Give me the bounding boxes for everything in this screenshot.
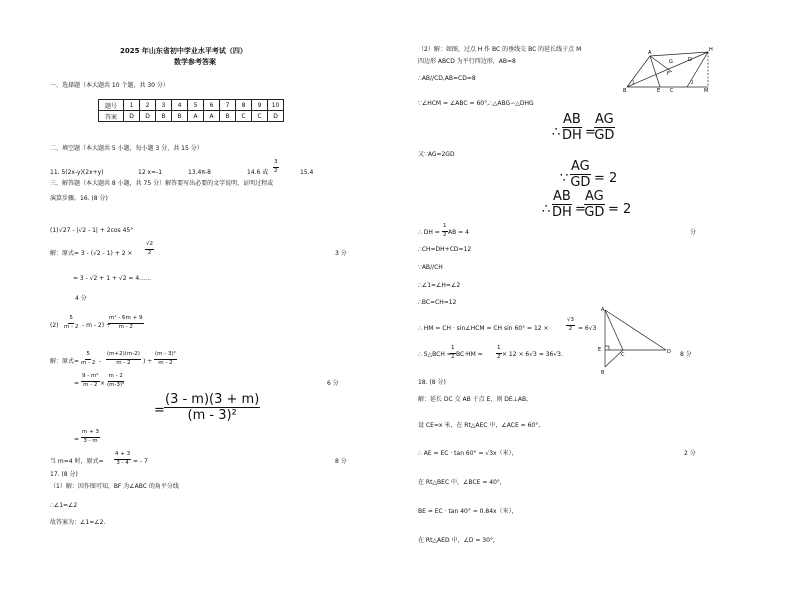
fraction-denominator: m - 2 (64, 323, 79, 330)
q16-solution2-equals-2: = (74, 436, 80, 443)
table-cell: A (204, 111, 220, 122)
q17-part2-line6: ∴ DH = (418, 229, 440, 236)
fraction-denominator: 2 (497, 353, 501, 360)
fraction-numerator: m + 3 (81, 430, 100, 438)
q17-heading: 17. (8 分) (50, 471, 78, 478)
ratio-equals: = (585, 125, 596, 140)
q17-part2-line12: ∴ S△BCH = (418, 351, 452, 358)
table-cell: B (156, 111, 172, 122)
score-label: 分 (690, 229, 697, 236)
q16-solution2-equals: = (74, 380, 80, 387)
fraction-denominator: m - 2 (158, 359, 173, 366)
table-cell: 6 (204, 100, 220, 111)
q18-line6: 在 Rt△AED 中，∠D = 30°, (418, 537, 495, 544)
q17-line3: 故答案为：∠1=∠2. (50, 519, 106, 526)
fraction-numerator: m² - 6m + 9 (108, 316, 144, 324)
fraction-denominator: m - 2 (83, 381, 98, 388)
q17-part2-line3: ∴AB//CD,AB=CD=8 (418, 75, 476, 82)
fraction-numerator: 5 (85, 352, 91, 360)
angle-label-1: 1 (632, 80, 635, 85)
q16-solution2-fraction-2 (106, 352, 141, 366)
fraction-numerator: (3 - m)(3 + m) (165, 392, 260, 407)
score-label: 4 分 (75, 295, 87, 302)
q17-part2-line12-mid: BC·HM = (456, 351, 483, 358)
q18-line1: 解：延长 DC 交 AB 于点 E，则 DE⊥AB, (418, 396, 529, 403)
point-label-m: M (704, 88, 709, 94)
table-cell: 4 (172, 100, 188, 111)
table-cell: D (124, 111, 140, 122)
fraction-denominator: m - 2 (81, 359, 96, 366)
fraction-numerator: 4 + 3 (114, 452, 131, 460)
q18-line4: 在 Rt△BEC 中，∠BCE = 40°, (418, 479, 502, 486)
q17-part2-line8: ∵AB//CH (418, 264, 443, 271)
q16-solution1-line2: = 3 - √2 + 1 + √2 = 4…… (73, 275, 152, 282)
table-cell: 3 (156, 100, 172, 111)
fraction-denominator: 3 - m (83, 437, 98, 444)
q18-line5: BE = EC · tan 40° ≈ 0.84x（米）， (418, 508, 518, 515)
table-cell: 9 (252, 100, 268, 111)
q16-part2-label: (2) (50, 322, 59, 329)
q16-solution2-fraction-3 (154, 352, 177, 366)
page-title: 2025 年山东省初中学业水平考试（四） (120, 47, 247, 55)
score-label: 6 分 (327, 380, 339, 387)
table-header-cell: 题号 (99, 100, 124, 111)
q16-big-fraction (164, 393, 260, 422)
q16-solution2-label: 解：原式= (50, 358, 80, 365)
table-cell: 5 (188, 100, 204, 111)
fraction-numerator: AB (563, 112, 581, 127)
q17-part2-line9: ∴∠1=∠H=∠2 (418, 282, 461, 289)
fill-answer-14-fraction (273, 160, 279, 174)
table-cell: 1 (124, 100, 140, 111)
section-3-heading-cont: 演算步骤。16. (8 分) (50, 195, 108, 202)
q16-part1-label: (1) (50, 227, 59, 234)
point-label-g: G (669, 59, 673, 65)
fraction-denominator: m - 2 (116, 359, 131, 366)
table-cell: 8 (236, 100, 252, 111)
q16-solution2-fraction-6 (81, 430, 100, 444)
q16-substitution-fraction (114, 452, 131, 466)
fraction-numerator: AB (553, 189, 571, 204)
score-label: 2 分 (684, 450, 696, 457)
fraction-denominator: GD (594, 128, 615, 143)
point-label-b: B (601, 370, 605, 376)
ratio-therefore-symbol: ∴ (552, 125, 561, 140)
fraction-denominator: 2 (451, 353, 455, 360)
ratio-result-2: = 2 (608, 202, 632, 217)
figure-triangle (596, 306, 678, 376)
ratio-equals-2: = (575, 202, 586, 217)
fraction-denominator: 2 (443, 231, 447, 238)
fraction-denominator: 2 (147, 249, 152, 256)
table-row (99, 100, 284, 111)
fraction-denominator: m - 2 (118, 323, 133, 330)
q17-part2-line11: ∴ HM = CH · sin∠HCM = CH sin 60° = 12 × (418, 325, 549, 332)
fraction-numerator: 5 (68, 316, 74, 324)
fraction-numerator: AG (571, 159, 590, 174)
fraction-numerator: 1 (442, 224, 448, 232)
fill-answer-15: 15.4 (300, 169, 314, 176)
q17-line2: ∴∠1=∠2 (50, 502, 78, 509)
fraction-denominator: DH (562, 128, 582, 143)
q17-part2-line5: 又∵AG=2GD (418, 151, 455, 158)
q16-part1-expression: √27 - |√2 - 1| + 2cos 45° (59, 227, 134, 234)
point-label-c: C (670, 88, 674, 94)
q16-substitution-result: = - 7 (133, 458, 148, 465)
fraction-denominator: 3 - 4 (116, 459, 129, 466)
ratio-fraction-ab-dh-2 (552, 190, 572, 219)
q17-part2-line2: 四边形 ABCD 为平行四边形，AB=8 (418, 58, 516, 65)
answer-table (98, 99, 284, 122)
q17-part2-line11-fraction (566, 318, 575, 332)
point-label-e: E (598, 347, 602, 353)
ratio-fraction-ag-gd-3 (584, 190, 605, 219)
fraction-denominator: DH (552, 205, 572, 220)
fraction-numerator: √3 (566, 318, 575, 326)
q17-part2-line6-fraction (442, 224, 448, 238)
fraction-denominator: 2 (274, 167, 278, 174)
fraction-denominator: (m - 3)² (187, 408, 237, 423)
fraction-denominator: GD (570, 175, 591, 190)
fraction-denominator: (m-3)² (107, 381, 125, 388)
q17-part2-line12-fraction-2 (496, 346, 502, 360)
q17-line1: （1）解：因作图可知，BF 为∠ABC 的角平分线 (50, 483, 179, 490)
fraction-numerator: AG (585, 189, 604, 204)
q17-part2-line12-tail: × 12 × 6√3 = 36√3. (502, 351, 563, 358)
section-3-heading: 三、解答题（本大题共 8 小题，共 75 分）解答要写出必要的文字说明、证明过程或 (50, 180, 274, 187)
ratio-fraction-ab-dh (562, 113, 582, 142)
point-label-d: D (667, 349, 671, 355)
fraction-numerator: (m+2)(m-2) (106, 352, 141, 360)
table-cell: B (172, 111, 188, 122)
ratio-therefore-symbol-2: ∴ (542, 202, 551, 217)
table-cell: D (268, 111, 284, 122)
fill-answer-13: 13.4π-8 (188, 169, 211, 176)
fraction-numerator: 1 (450, 346, 456, 354)
point-label-b: B (623, 88, 627, 94)
ratio-fraction-ag-gd-2 (570, 160, 591, 189)
ratio-fraction-ag-gd (594, 113, 615, 142)
point-label-c: C (621, 352, 625, 358)
q17-part2-line7: ∴CH=DH+CD=12 (418, 246, 472, 253)
q17-part2-line6-tail: AB = 4 (448, 229, 469, 236)
q16-solution2-fraction-1 (81, 352, 95, 366)
section-2-heading: 二、填空题（本大题共 5 小题，每小题 3 分，共 15 分） (50, 145, 203, 152)
score-label: 8 分 (680, 351, 692, 358)
point-label-a: A (648, 50, 652, 56)
ratio-because-symbol: ∵ (560, 171, 569, 186)
fraction-numerator: AG (595, 112, 614, 127)
q16-solution2-divide: ) ÷ (143, 358, 153, 365)
q18-line2: 设 CE=x 米，在 Rt△AEC 中，∠ACE = 60°, (418, 422, 541, 429)
q18-heading: 18. (8 分) (418, 379, 446, 386)
q17-part2-line12-fraction-1 (450, 346, 456, 360)
q16-solution2-times: × (100, 380, 106, 387)
q16-solution2-minus: - (99, 358, 102, 365)
q16-part2-fraction-2 (108, 316, 144, 330)
fill-answer-11: 11. 5(2x-y)(2x+y) (50, 169, 104, 176)
q16-solution2-fraction-4 (81, 374, 100, 388)
fill-answer-14: 14.6 或 (247, 169, 269, 176)
fraction-denominator: 2 (568, 325, 573, 332)
q16-solution1-fraction (145, 242, 154, 256)
page-subtitle: 数学参考答案 (174, 58, 216, 66)
point-label-e: E (657, 88, 661, 94)
table-cell: 2 (140, 100, 156, 111)
q18-line3: ∴ AE = EC · tan 60° = √3x（米）， (418, 450, 518, 457)
fraction-numerator: m - 2 (108, 374, 124, 382)
fraction-numerator: √2 (145, 242, 154, 250)
score-label: 8 分 (335, 458, 347, 465)
score-label: 3 分 (335, 250, 347, 257)
fraction-numerator: 3 (273, 160, 279, 168)
fraction-numerator: (m - 3)² (154, 352, 177, 360)
fraction-denominator: GD (584, 205, 605, 220)
table-cell: D (140, 111, 156, 122)
figure-parallelogram (620, 44, 720, 94)
table-cell: 10 (268, 100, 284, 111)
fraction-numerator: 1 (496, 346, 502, 354)
point-label-d: D (688, 57, 692, 63)
table-cell: A (188, 111, 204, 122)
q16-part2-middle: - m - 2) ÷ (82, 322, 111, 329)
q16-part2-fraction-1 (64, 316, 78, 330)
fill-answer-12: 12 x=-1 (138, 169, 163, 176)
table-cell: C (236, 111, 252, 122)
point-label-f: F (667, 71, 670, 77)
fraction-numerator: 9 - m² (81, 374, 100, 382)
q16-big-equals: = (154, 403, 165, 418)
angle-label-2: 2 (691, 80, 694, 85)
q17-part2-line10: ∴BC=CH=12 (418, 299, 457, 306)
point-label-h: H (709, 47, 713, 53)
table-header-cell: 答案 (99, 111, 124, 122)
table-row (99, 111, 284, 122)
q17-part2-line1: （2）解：如图，过点 H 作 BC 的垂线交 BC 的延长线于点 M (418, 46, 582, 53)
q16-substitution: 当 m=4 时，原式= (50, 458, 104, 465)
table-cell: B (220, 111, 236, 122)
point-label-a: A (601, 307, 605, 313)
q17-part2-line11-tail: = 6√3 (578, 325, 597, 332)
section-1-heading: 一、选择题（本大题共 10 个题，共 30 分） (50, 82, 169, 89)
q16-solution1-line1: 解：原式= 3 - (√2 - 1) + 2 × (50, 250, 133, 257)
table-cell: 7 (220, 100, 236, 111)
table-cell: C (252, 111, 268, 122)
q17-part2-line4: ∵∠HCM = ∠ABC = 60°,∴△ABG∽△DHG (418, 100, 534, 107)
q16-solution2-fraction-5 (107, 374, 124, 388)
ratio-result: = 2 (594, 171, 618, 186)
